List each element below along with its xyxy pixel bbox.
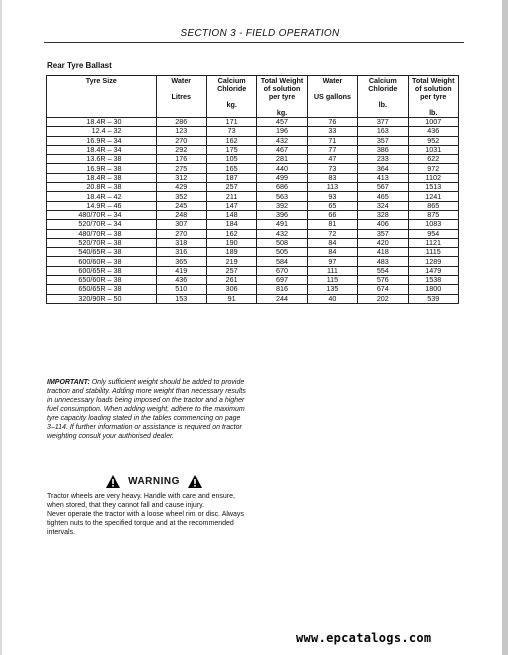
value-cell: 377: [358, 118, 408, 127]
value-cell: 135: [307, 285, 357, 294]
column-header: Water Litres: [156, 76, 206, 118]
important-label: IMPORTANT:: [47, 379, 90, 386]
tyre-size-cell: 18.4R – 30: [47, 118, 157, 127]
value-cell: 175: [206, 145, 256, 154]
column-header: Tyre Size: [47, 76, 157, 118]
value-cell: 316: [156, 248, 206, 257]
tyre-size-cell: 20.8R – 38: [47, 183, 157, 192]
table-title: Rear Tyre Ballast: [47, 61, 112, 70]
value-cell: 147: [206, 201, 256, 210]
value-cell: 972: [408, 164, 458, 173]
value-cell: 952: [408, 136, 458, 145]
column-header: Total Weight of solution per tyre lb.: [408, 76, 458, 118]
value-cell: 508: [257, 238, 307, 247]
value-cell: 244: [257, 294, 307, 303]
table-row: [47, 257, 459, 266]
value-cell: 123: [156, 127, 206, 136]
warning-text: [47, 492, 247, 537]
value-cell: 563: [257, 192, 307, 201]
value-cell: 686: [257, 183, 307, 192]
value-cell: 312: [156, 173, 206, 182]
value-cell: 73: [307, 164, 357, 173]
value-cell: 187: [206, 173, 256, 182]
value-cell: 162: [206, 136, 256, 145]
value-cell: 189: [206, 248, 256, 257]
value-cell: 292: [156, 145, 206, 154]
value-cell: 584: [257, 257, 307, 266]
value-cell: 954: [408, 229, 458, 238]
value-cell: 84: [307, 238, 357, 247]
tyre-size-cell: 540/65R – 38: [47, 248, 157, 257]
value-cell: 275: [156, 164, 206, 173]
warning-triangle-icon: [188, 475, 202, 488]
table-row: [47, 164, 459, 173]
value-cell: 419: [156, 266, 206, 275]
tyre-size-cell: 16.9R – 38: [47, 164, 157, 173]
value-cell: 257: [206, 266, 256, 275]
warning-triangle-icon: [106, 475, 120, 488]
value-cell: 483: [358, 257, 408, 266]
important-text: Only sufficient weight should be added to provide traction and stability. Adding more weight than necessary results in unnecessary loads being imposed on the tractor and a higher fuel consumption. When adding weight, adhere to the maximum tyre capacity loading stated in the tables commencing on page 3–114. If further information or assistance is required on tractor weighting consult your authorised dealer.: [47, 379, 246, 440]
value-cell: 113: [307, 183, 357, 192]
value-cell: 505: [257, 248, 307, 257]
tyre-size-cell: 320/90R – 50: [47, 294, 157, 303]
tyre-size-cell: 18.4R – 42: [47, 192, 157, 201]
value-cell: 165: [206, 164, 256, 173]
tyre-size-cell: 12.4 – 32: [47, 127, 157, 136]
ballast-table: [46, 75, 459, 304]
tyre-size-cell: 480/70R – 34: [47, 210, 157, 219]
value-cell: 71: [307, 136, 357, 145]
tyre-size-cell: 650/65R – 38: [47, 285, 157, 294]
tyre-size-cell: 18.4R – 34: [47, 145, 157, 154]
value-cell: 670: [257, 266, 307, 275]
value-cell: 1121: [408, 238, 458, 247]
warning-paragraph: Never operate the tractor with a loose wheel rim or disc. Always tighten nuts to the specified torque and at the recommended intervals.: [47, 511, 244, 536]
value-cell: 163: [358, 127, 408, 136]
value-cell: 386: [358, 145, 408, 154]
tyre-size-cell: 14.9R – 46: [47, 201, 157, 210]
table-row: [47, 127, 459, 136]
table-row: [47, 201, 459, 210]
value-cell: 270: [156, 136, 206, 145]
tyre-size-cell: 600/65R – 38: [47, 266, 157, 275]
value-cell: 328: [358, 210, 408, 219]
value-cell: 567: [358, 183, 408, 192]
value-cell: 211: [206, 192, 256, 201]
value-cell: 270: [156, 229, 206, 238]
tyre-size-cell: 600/60R – 38: [47, 257, 157, 266]
value-cell: 257: [206, 183, 256, 192]
value-cell: 554: [358, 266, 408, 275]
value-cell: 1800: [408, 285, 458, 294]
section-header: SECTION 3 - FIELD OPERATION: [180, 28, 340, 39]
value-cell: 436: [156, 276, 206, 285]
value-cell: 196: [257, 127, 307, 136]
value-cell: 1513: [408, 183, 458, 192]
value-cell: 1538: [408, 276, 458, 285]
value-cell: 190: [206, 238, 256, 247]
value-cell: 318: [156, 238, 206, 247]
value-cell: 91: [206, 294, 256, 303]
table-row: [47, 118, 459, 127]
value-cell: 65: [307, 201, 357, 210]
value-cell: 420: [358, 238, 408, 247]
table-row: [47, 248, 459, 257]
column-header: Calcium Chloride lb.: [358, 76, 408, 118]
table-row: [47, 192, 459, 201]
value-cell: 73: [206, 127, 256, 136]
value-cell: 1102: [408, 173, 458, 182]
table-row: [47, 210, 459, 219]
table-row: [47, 145, 459, 154]
value-cell: 875: [408, 210, 458, 219]
value-cell: 357: [358, 229, 408, 238]
value-cell: 510: [156, 285, 206, 294]
warning-label: WARNING: [128, 475, 180, 487]
value-cell: 47: [307, 155, 357, 164]
important-note: [47, 378, 247, 441]
tyre-size-cell: 650/60R – 38: [47, 276, 157, 285]
value-cell: 392: [257, 201, 307, 210]
value-cell: 72: [307, 229, 357, 238]
column-header: Calcium Chloride kg.: [206, 76, 256, 118]
value-cell: 499: [257, 173, 307, 182]
value-cell: 97: [307, 257, 357, 266]
value-cell: 33: [307, 127, 357, 136]
value-cell: 153: [156, 294, 206, 303]
value-cell: 1241: [408, 192, 458, 201]
value-cell: 816: [257, 285, 307, 294]
value-cell: 245: [156, 201, 206, 210]
value-cell: 281: [257, 155, 307, 164]
table-row: [47, 229, 459, 238]
value-cell: 66: [307, 210, 357, 219]
value-cell: 413: [358, 173, 408, 182]
value-cell: 432: [257, 136, 307, 145]
value-cell: 357: [358, 136, 408, 145]
value-cell: 324: [358, 201, 408, 210]
value-cell: 1083: [408, 220, 458, 229]
value-cell: 105: [206, 155, 256, 164]
value-cell: 261: [206, 276, 256, 285]
table-row: [47, 285, 459, 294]
table-header-row: [47, 76, 459, 118]
table-row: [47, 238, 459, 247]
value-cell: 674: [358, 285, 408, 294]
page-edge-left: [0, 0, 2, 655]
page-edge-right: [502, 0, 508, 655]
value-cell: 162: [206, 229, 256, 238]
value-cell: 697: [257, 276, 307, 285]
value-cell: 84: [307, 248, 357, 257]
value-cell: 429: [156, 183, 206, 192]
value-cell: 1115: [408, 248, 458, 257]
value-cell: 307: [156, 220, 206, 229]
value-cell: 76: [307, 118, 357, 127]
warning-paragraph: Tractor wheels are very heavy. Handle with care and ensure, when stored, that they cannot fall and cause injury.: [47, 493, 235, 509]
tyre-size-cell: 16.9R – 34: [47, 136, 157, 145]
tyre-size-cell: 18.4R – 38: [47, 173, 157, 182]
value-cell: 539: [408, 294, 458, 303]
value-cell: 286: [156, 118, 206, 127]
value-cell: 83: [307, 173, 357, 182]
tyre-size-cell: 520/70R – 34: [47, 220, 157, 229]
value-cell: 457: [257, 118, 307, 127]
value-cell: 365: [156, 257, 206, 266]
value-cell: 1031: [408, 145, 458, 154]
value-cell: 467: [257, 145, 307, 154]
header-rule: [44, 42, 464, 43]
table-row: [47, 276, 459, 285]
value-cell: 418: [358, 248, 408, 257]
table-row: [47, 294, 459, 303]
table-row: [47, 155, 459, 164]
value-cell: 248: [156, 210, 206, 219]
value-cell: 40: [307, 294, 357, 303]
value-cell: 77: [307, 145, 357, 154]
column-header: Total Weight of solution per tyre kg.: [257, 76, 307, 118]
value-cell: 176: [156, 155, 206, 164]
table-row: [47, 220, 459, 229]
table-body: [47, 118, 459, 304]
value-cell: 111: [307, 266, 357, 275]
tyre-size-cell: 480/70R – 38: [47, 229, 157, 238]
value-cell: 1479: [408, 266, 458, 275]
value-cell: 865: [408, 201, 458, 210]
value-cell: 396: [257, 210, 307, 219]
table-row: [47, 136, 459, 145]
tyre-size-cell: 13.6R – 38: [47, 155, 157, 164]
table-row: [47, 183, 459, 192]
value-cell: 491: [257, 220, 307, 229]
value-cell: 219: [206, 257, 256, 266]
value-cell: 432: [257, 229, 307, 238]
value-cell: 406: [358, 220, 408, 229]
value-cell: 364: [358, 164, 408, 173]
value-cell: 576: [358, 276, 408, 285]
value-cell: 436: [408, 127, 458, 136]
value-cell: 148: [206, 210, 256, 219]
table-row: [47, 266, 459, 275]
table-row: [47, 173, 459, 182]
watermark-link[interactable]: www.epcatalogs.com: [296, 631, 432, 645]
value-cell: 171: [206, 118, 256, 127]
value-cell: 184: [206, 220, 256, 229]
value-cell: 115: [307, 276, 357, 285]
value-cell: 440: [257, 164, 307, 173]
column-header: Water US gallons: [307, 76, 357, 118]
tyre-size-cell: 520/70R – 38: [47, 238, 157, 247]
value-cell: 233: [358, 155, 408, 164]
value-cell: 306: [206, 285, 256, 294]
value-cell: 81: [307, 220, 357, 229]
value-cell: 1007: [408, 118, 458, 127]
warning-heading: [84, 473, 224, 489]
value-cell: 1289: [408, 257, 458, 266]
value-cell: 622: [408, 155, 458, 164]
value-cell: 465: [358, 192, 408, 201]
value-cell: 202: [358, 294, 408, 303]
value-cell: 93: [307, 192, 357, 201]
value-cell: 352: [156, 192, 206, 201]
